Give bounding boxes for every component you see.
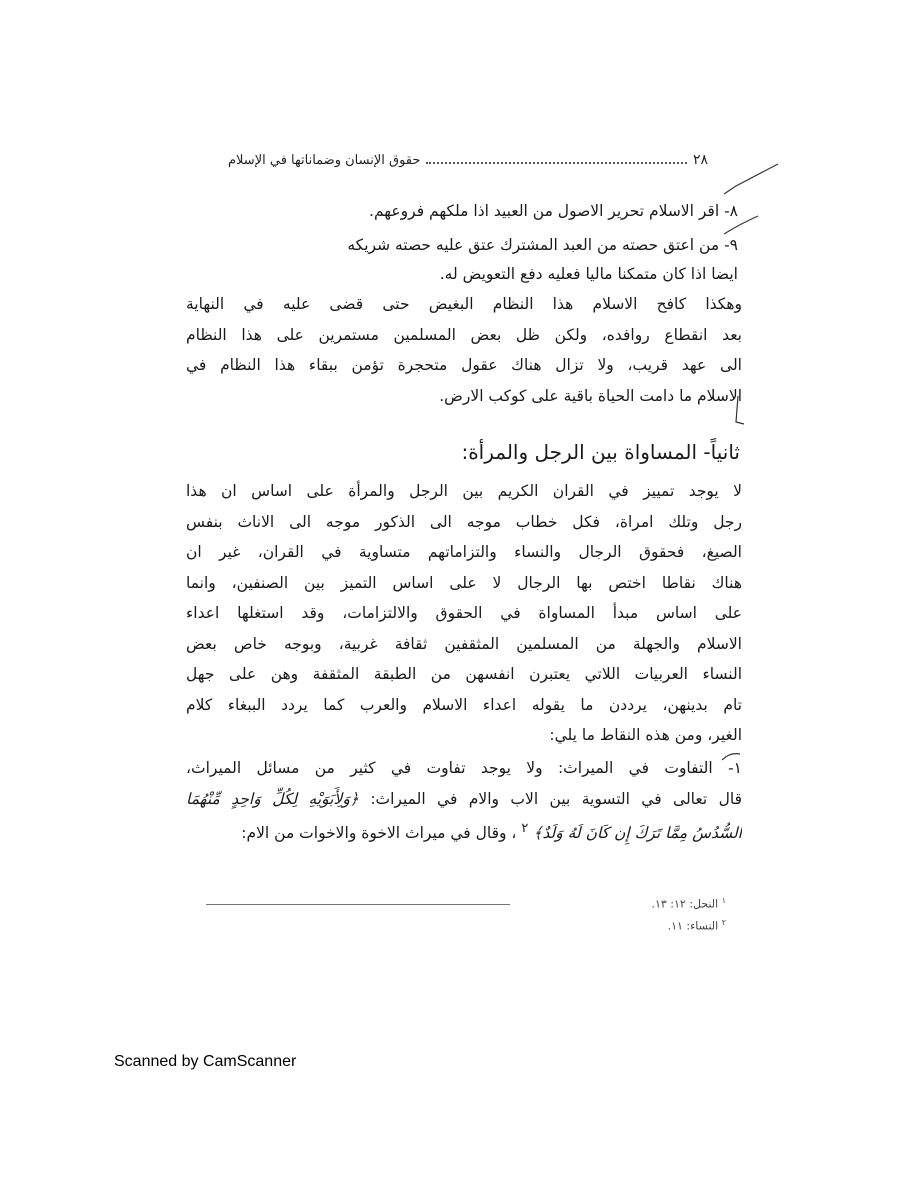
text-line: على اساس مبدأ المساواة في الحقوق والالتزامات، وقد استغلها اعداء bbox=[186, 604, 742, 622]
list-item-8: ٨- اقر الاسلام تحرير الاصول من العبيد اذا ملكهم فروعهم. bbox=[369, 202, 738, 220]
text-line bbox=[186, 784, 742, 815]
footnote-divider bbox=[206, 904, 510, 905]
scanner-watermark: Scanned by CamScanner bbox=[114, 1053, 297, 1070]
text-line: رجل وتلك امراة، فكل خطاب موجه الى الذكور موجه الى الاناث بنفس bbox=[186, 512, 742, 531]
text-line: الغير، ومن هذه النقاط ما يلي: bbox=[549, 726, 742, 744]
text-line bbox=[186, 814, 742, 845]
margin-check-mark-1 bbox=[722, 160, 782, 200]
footnote-2 bbox=[630, 918, 726, 933]
margin-bracket-mark bbox=[728, 392, 748, 428]
quran-quote-part1: ﴿وَلِأَبَوَيْهِ لِكُلِّ وَاحِدٍ مِّنْهُمَا bbox=[186, 789, 359, 808]
section-heading: ثانياً- المساواة بين الرجل والمرأة: bbox=[461, 440, 740, 464]
book-title: حقوق الإنسان وضماناتها في الإسلام bbox=[228, 152, 421, 168]
footnote-number: ١ bbox=[721, 896, 726, 905]
text-line: هناك نقاطا اختص بها الرجال لا على اساس التميز بين الصنفين، وانما bbox=[186, 573, 742, 592]
text-line: الصيغ، فحقوق الرجال والنساء والتزاماتهم متساوية في القران، غير ان bbox=[186, 543, 742, 561]
paragraph-equality bbox=[186, 476, 742, 751]
leader-dots bbox=[426, 162, 687, 164]
quran-quote-part2: السُّدُسُ مِمَّا تَرَكَ إِن كَانَ لَهُ وَلَدٌ﴾ bbox=[533, 824, 742, 843]
paragraph-slavery-conclusion bbox=[186, 289, 742, 411]
page-number: ٢٨ bbox=[692, 152, 708, 168]
text-line: تام بدينهن، يرددن ما يقوله اعداء الاسلام والعرب كما يردد الببغاء كلام bbox=[186, 695, 742, 714]
footnote-number: ٢ bbox=[721, 918, 726, 927]
list-item-9: ٩- من اعتق حصته من العبد المشترك عتق عليه حصته شريكه bbox=[347, 236, 738, 254]
running-header bbox=[228, 148, 708, 172]
inheritance-tail: ، وقال في ميراث الاخوة والاخوات من الام: bbox=[241, 824, 517, 843]
text-line: ١- التفاوت في الميراث: ولا يوجد تفاوت في كثير من مسائل الميراث، bbox=[186, 759, 742, 777]
text-line: بعد انقطاع روافده، ولكن ظل بعض المسلمين مستمرين على هذا النظام bbox=[186, 325, 742, 344]
list-item-9-continuation: ايضا اذا كان متمكنا ماليا فعليه دفع التعويض له. bbox=[439, 265, 738, 283]
margin-caret-mark bbox=[718, 746, 748, 766]
text-line: الاسلام ما دامت الحياة باقية على كوكب الارض. bbox=[439, 386, 742, 405]
inheritance-intro: قال تعالى في التسوية بين الاب والام في الميراث: bbox=[370, 789, 742, 808]
footnote-text: النحل: ١٢: ١٣. bbox=[651, 897, 719, 911]
footnote-text: النساء: ١١. bbox=[667, 919, 719, 933]
text-line: وهكذا كافح الاسلام هذا النظام البغيض حتى قضى عليه في النهاية bbox=[186, 295, 742, 313]
paragraph-inheritance bbox=[186, 753, 742, 845]
footnote-1 bbox=[630, 896, 726, 911]
text-line: لا يوجد تمييز في القران الكريم بين الرجل والمرأة على اساس ان هذا bbox=[186, 482, 742, 500]
text-line: الى عهد قريب، ولا تزال هناك عقول متحجرة تؤمن ببقاء هذا النظام في bbox=[186, 356, 742, 374]
margin-tick-mark bbox=[722, 212, 762, 240]
text-line: الاسلام والجهلة من المسلمين المثقفين ثقافة غربية، وبوجه خاص بعض bbox=[186, 634, 742, 653]
footnote-reference: ٢ bbox=[521, 821, 529, 836]
text-line: النساء العربيات اللاتي يعتبرن انفسهن من الطبقة المثقفة وهن على جهل bbox=[186, 665, 742, 683]
